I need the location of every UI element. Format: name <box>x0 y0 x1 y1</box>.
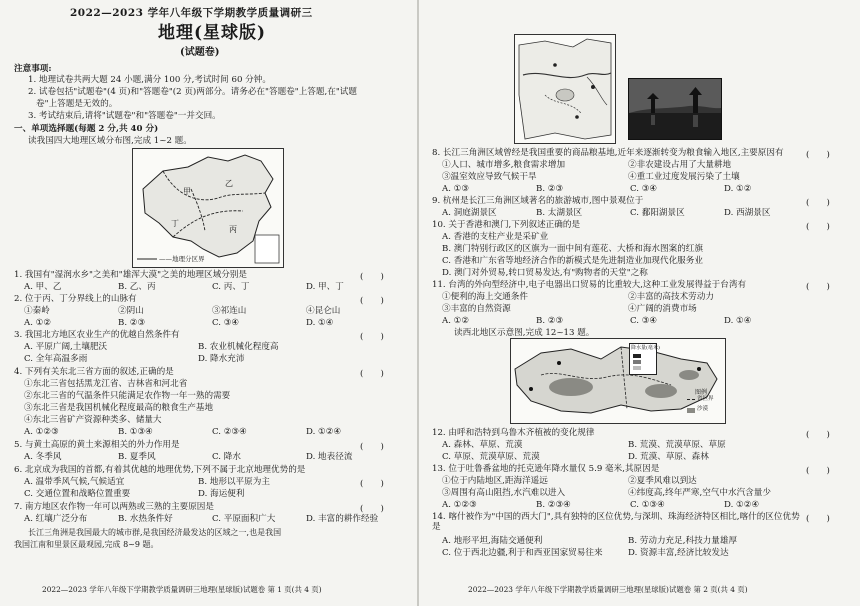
map2-legend-desert: 沙漠 <box>697 406 709 412</box>
q7-opt-b: B. 水热条件好 <box>118 514 173 524</box>
q14-opt-d: D. 资源丰富,经济比较发达 <box>628 548 729 558</box>
q13-opt-d: D. ①②④ <box>724 500 760 510</box>
q12-stem: 12. 由呼和浩特到乌鲁木齐植被的变化规律 <box>432 428 595 438</box>
region-label-bing: 丙 <box>229 225 237 234</box>
precipitation-legend <box>629 343 660 375</box>
q4-line-1: ①东北三省包括黑龙江省、吉林省和河北省 <box>24 379 188 389</box>
page-2 <box>428 0 852 606</box>
q12-answer-paren: ( ) <box>806 430 830 440</box>
china-regions-map <box>132 148 284 268</box>
q1-opt-c: C. 丙、丁 <box>212 282 250 292</box>
section-intro-12-13: 读西北地区示意图,完成 12~13 题。 <box>454 328 595 338</box>
map2-legend <box>687 389 721 419</box>
q13-answer-paren: ( ) <box>806 466 830 476</box>
q5-opt-a: A. 冬季风 <box>24 452 62 462</box>
q2-answer-paren: ( ) <box>360 296 384 306</box>
q6-stem: 6. 北京成为我国的首都,有着其优越的地理优势,下列不属于北京地理优势的是 <box>14 465 306 475</box>
q9-stem: 9. 杭州是长江三角洲区域著名的旅游城市,图中景观位于 <box>432 196 644 206</box>
section1-heading: 一、单项选择题(每题 2 分,共 40 分) <box>14 124 159 134</box>
q9-opt-a: A. 洞庭湖景区 <box>442 208 497 218</box>
q11-line-2: ②丰富的高技术劳动力 <box>628 292 714 302</box>
q13-opt-b: B. ②③④ <box>536 500 571 510</box>
section1-intro: 读我国四大地理区域分布图,完成 1~2 题。 <box>28 136 192 146</box>
q13-opt-c: C. ①③④ <box>630 500 665 510</box>
q8-opt-b: B. ②③ <box>536 184 564 194</box>
q10-stem: 10. 关于香港和澳门,下列叙述正确的是 <box>432 220 581 230</box>
q13-line-4: ④纬度高,终年严寒,空气中水汽含量少 <box>628 488 771 498</box>
q13-stem: 13. 位于吐鲁番盆地的托克逊年降水量仅 5.9 毫米,其原因是 <box>432 464 660 474</box>
q11-answer-paren: ( ) <box>806 282 830 292</box>
q7-stem: 7. 南方地区农作物一年可以两熟或三熟的主要原因是 <box>14 502 214 512</box>
q2-item-3: ③祁连山 <box>212 306 247 316</box>
q8-stem: 8. 长江三角洲区域曾经是我国重要的商品粮基地,近年来逐渐转变为粮食输入地区,主要原因有 <box>432 148 784 158</box>
q13-line-1: ①位于内陆地区,距海洋遥远 <box>442 476 548 486</box>
q13-line-2: ②夏季风难以到达 <box>628 476 697 486</box>
passage-line-1: 长江三角洲是我国最大的城市群,是我国经济最发达的区域之一,也是我国 <box>28 528 282 537</box>
footer-page-1: 2022—2023 学年八年级下学期教学质量调研三地理(星球版)试题卷 第 1 页(共 4 页) <box>42 585 322 594</box>
q8-line-4: ④重工业过度发展污染了土壤 <box>628 172 740 182</box>
q8-line-3: ③温室效应导致气候干旱 <box>442 172 537 182</box>
q4-opt-b: B. ①③④ <box>118 427 153 437</box>
q6-answer-paren: ( ) <box>360 479 384 489</box>
q5-opt-b: B. 夏季风 <box>118 452 156 462</box>
q13-line-3: ③周围有高山阻挡,水汽难以进入 <box>442 488 566 498</box>
q6-opt-c: C. 交通位置和战略位置重要 <box>24 489 131 499</box>
q4-line-3: ③东北三省是我国机械化程度最高的粮食生产基地 <box>24 403 214 413</box>
q11-opt-b: B. ②③ <box>536 316 564 326</box>
q4-line-2: ②东北三省的气温条件只能满足农作物一年一熟的需要 <box>24 391 231 401</box>
q11-opt-d: D. ①④ <box>724 316 752 326</box>
q2-opt-b: B. ②③ <box>118 318 146 328</box>
precipitation-legend-title: 降水量(毫米) <box>631 345 660 351</box>
q14-opt-b: B. 劳动力充足,科技力量雄厚 <box>628 536 738 546</box>
region-label-jia: 甲 <box>183 187 191 196</box>
q5-opt-c: C. 降水 <box>212 452 241 462</box>
q2-opt-a: A. ①② <box>24 318 52 328</box>
q11-line-1: ①便利的海上交通条件 <box>442 292 528 302</box>
q5-answer-paren: ( ) <box>360 442 384 452</box>
q10-opt-d: D. 澳门对外贸易,转口贸易发达,有"购物者的天堂"之称 <box>442 268 648 278</box>
q4-line-4: ④东北三省矿产资源种类多、储量大 <box>24 415 162 425</box>
note-1: 1. 地理试卷共两大题 24 小题,满分 100 分,考试时间 60 分钟。 <box>28 75 271 85</box>
q14-answer-paren: ( ) <box>806 514 830 524</box>
passage-line-2: 我国江南和里景区最观园,完成 8~9 题。 <box>14 540 159 549</box>
q12-opt-d: D. 荒漠、草原、森林 <box>628 452 709 462</box>
q10-opt-b: B. 澳门特别行政区的区旗为一面中间有莲花、大桥和海水图案的红旗 <box>442 244 703 254</box>
q8-line-1: ①人口、城市增多,粮食需求增加 <box>442 160 566 170</box>
map2-legend-boundary: 省区界 <box>697 396 714 402</box>
q5-opt-d: D. 地表径流 <box>306 452 353 462</box>
page-fold <box>417 0 419 606</box>
yangtze-delta-map <box>514 34 616 144</box>
q11-stem: 11. 台湾的外向型经济中,电子电器出口贸易的比重较大,这种工业发展得益于台湾有 <box>432 280 747 290</box>
q3-stem: 3. 我国北方地区农业生产的优越自然条件有 <box>14 330 180 340</box>
q10-opt-a: A. 香港的支柱产业是采矿业 <box>442 232 549 242</box>
q4-stem: 4. 下列有关东北三省方面的叙述,正确的是 <box>14 367 174 377</box>
scenery-photo <box>628 78 722 140</box>
notes-heading: 注意事项: <box>14 64 52 74</box>
q8-opt-c: C. ③④ <box>630 184 658 194</box>
q8-line-2: ②非农建设占用了大量耕地 <box>628 160 732 170</box>
page-1 <box>8 0 408 606</box>
q2-item-2: ②阴山 <box>118 306 144 316</box>
q11-line-3: ③丰富的自然资源 <box>442 304 511 314</box>
note-3: 3. 考试结束后,请将"试题卷"和"答题卷"一并交回。 <box>28 111 221 121</box>
q9-answer-paren: ( ) <box>806 198 830 208</box>
q10-answer-paren: ( ) <box>806 222 830 232</box>
q2-opt-d: D. ①④ <box>306 318 334 328</box>
q7-answer-paren: ( ) <box>360 504 384 514</box>
subject-title: 地理(星球版) <box>158 23 267 43</box>
q8-answer-paren: ( ) <box>806 150 830 160</box>
q3-answer-paren: ( ) <box>360 332 384 342</box>
q14-stem: 14. 喀什被作为"中国的西大门",具有独特的区位优势,与深圳、珠海经济特区相比,喀什的区位优势是 <box>432 512 800 532</box>
q1-answer-paren: ( ) <box>360 272 384 282</box>
q1-stem: 1. 我国有"湿润水乡"之美和"雄浑大漠"之美的地理区域分别是 <box>14 270 247 280</box>
q3-opt-c: C. 全年高温多雨 <box>24 354 88 364</box>
q10-opt-c: C. 香港和广东省等地经济合作的新模式是先进制造业加现代化服务业 <box>442 256 703 266</box>
region-label-ding: 丁 <box>171 219 179 228</box>
q3-opt-b: B. 农业机械化程度高 <box>198 342 279 352</box>
q7-opt-a: A. 红壤广泛分布 <box>24 514 88 524</box>
q6-opt-a: A. 温带季风气候,气候适宜 <box>24 477 125 487</box>
q1-opt-d: D. 甲、丁 <box>306 282 344 292</box>
note-2: 2. 试卷包括"试题卷"(4 页)和"答题卷"(2 页)两部分。请务必在"答题卷"上答题,在"试题 <box>28 87 357 97</box>
q12-opt-c: C. 草原、荒漠草原、荒漠 <box>442 452 540 462</box>
region-label-yi: 乙 <box>225 179 233 188</box>
q1-opt-b: B. 乙、丙 <box>118 282 156 292</box>
q9-opt-b: B. 太湖景区 <box>536 208 583 218</box>
q11-opt-a: A. ①② <box>442 316 470 326</box>
q2-item-4: ④昆仑山 <box>306 306 341 316</box>
note-2-cont: 卷"上答题是无效的。 <box>36 99 118 109</box>
q4-opt-d: D. ①②④ <box>306 427 342 437</box>
q11-line-4: ④广阔的消费市场 <box>628 304 697 314</box>
q3-opt-d: D. 降水充沛 <box>198 354 245 364</box>
q11-opt-c: C. ③④ <box>630 316 658 326</box>
q6-opt-d: D. 海运便利 <box>198 489 245 499</box>
q14-opt-a: A. 地形平坦,海陆交通便利 <box>442 536 543 546</box>
q4-answer-paren: ( ) <box>360 369 384 379</box>
map2-legend-title: 图例 <box>695 389 708 396</box>
q8-opt-d: D. ①② <box>724 184 752 194</box>
q9-opt-c: C. 鄱阳湖景区 <box>630 208 685 218</box>
paper-type: (试题卷) <box>180 47 220 58</box>
q2-item-1: ①秦岭 <box>24 306 50 316</box>
q8-opt-a: A. ①③ <box>442 184 470 194</box>
q2-opt-c: C. ③④ <box>212 318 240 328</box>
q1-opt-a: A. 甲、乙 <box>24 282 62 292</box>
q4-opt-c: C. ②③④ <box>212 427 247 437</box>
q12-opt-a: A. 森林、草原、荒漠 <box>442 440 523 450</box>
q4-opt-a: A. ①②③ <box>24 427 59 437</box>
map1-legend: ——地理分区界 <box>159 255 205 263</box>
q14-opt-c: C. 位于西北边疆,利于和西亚国家贸易往来 <box>442 548 603 558</box>
q7-opt-c: C. 平原面积广大 <box>212 514 276 524</box>
q3-opt-a: A. 平原广阔,土壤肥沃 <box>24 342 108 352</box>
q12-opt-b: B. 荒漠、荒漠草原、草原 <box>628 440 726 450</box>
q7-opt-d: D. 丰富的耕作经验 <box>306 514 379 524</box>
q2-stem: 2. 位于丙、丁分界线上的山脉有 <box>14 294 137 304</box>
q6-opt-b: B. 地形以平原为主 <box>198 477 270 487</box>
footer-page-2: 2022—2023 学年八年级下学期教学质量调研三地理(星球版)试题卷 第 2 页(共 4 页) <box>468 585 748 594</box>
q13-opt-a: A. ①②③ <box>442 500 477 510</box>
q9-opt-d: D. 西湖景区 <box>724 208 771 218</box>
exam-title: 2022—2023 学年八年级下学期教学质量调研三 <box>70 7 313 19</box>
northwest-china-map <box>510 338 726 424</box>
q5-stem: 5. 与黄土高原的黄土来源相关的外力作用是 <box>14 440 180 450</box>
